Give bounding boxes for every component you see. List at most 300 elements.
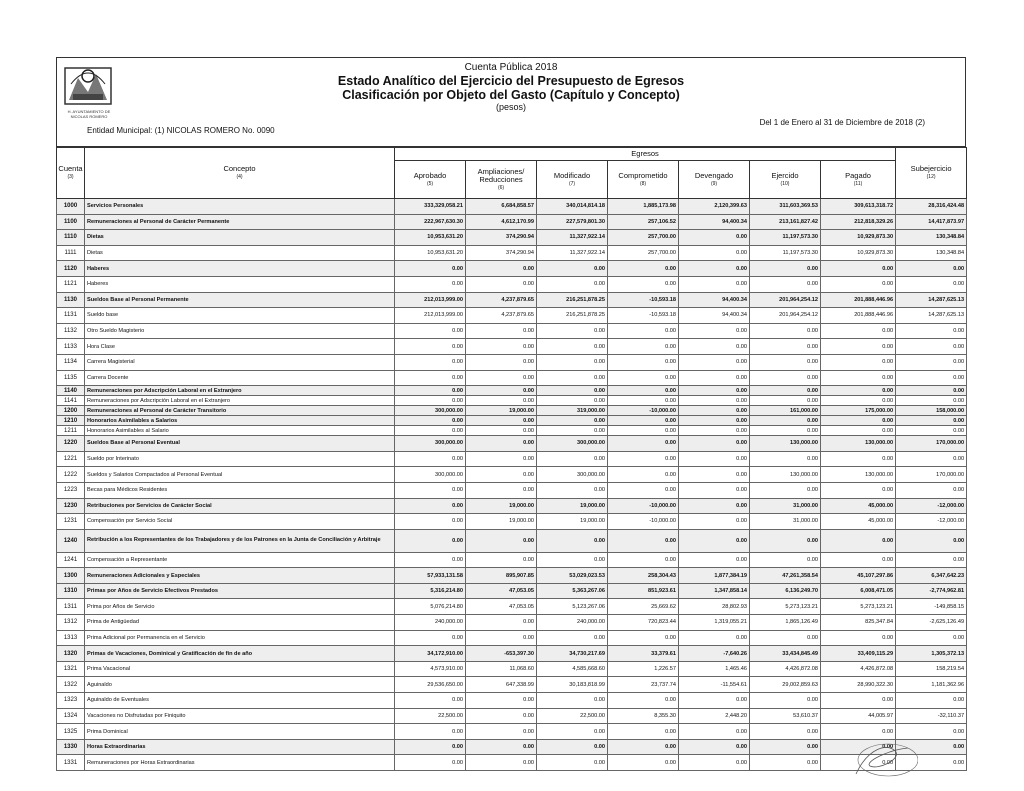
cell-pagado: 5,273,123.21 <box>821 599 896 615</box>
cell-devengado: 0.00 <box>679 339 750 355</box>
cell-ampliaciones: 4,612,170.99 <box>466 214 537 230</box>
cell-pagado: 45,000.00 <box>821 514 896 530</box>
cell-subejercicio: -2,774,962.81 <box>896 583 967 599</box>
cell-ampliaciones: 0.00 <box>466 354 537 370</box>
cell-aprobado: 0.00 <box>395 724 466 740</box>
cell-devengado: 0.00 <box>679 406 750 416</box>
cell-pagado: 0.00 <box>821 261 896 277</box>
cell-devengado: 94,400.34 <box>679 292 750 308</box>
cell-ejercido: 0.00 <box>750 451 821 467</box>
cell-subejercicio: 0.00 <box>896 396 967 406</box>
cell-devengado: 0.00 <box>679 276 750 292</box>
cell-comprometido: 0.00 <box>608 323 679 339</box>
table-row <box>57 739 967 755</box>
cell-ejercido: 53,610.37 <box>750 708 821 724</box>
cell-modificado: 0.00 <box>537 693 608 709</box>
cell-modificado: 0.00 <box>537 426 608 436</box>
cell-pagado: 0.00 <box>821 323 896 339</box>
table-row <box>57 370 967 386</box>
cell-concepto: Sueldos Base al Personal Eventual <box>85 436 395 452</box>
cell-concepto: Prima de Antigüedad <box>85 615 395 631</box>
table-row <box>57 599 967 615</box>
cell-cuenta: 1220 <box>57 436 85 452</box>
cell-aprobado: 212,013,999.00 <box>395 308 466 324</box>
cell-pagado: 130,000.00 <box>821 436 896 452</box>
cell-comprometido: 0.00 <box>608 426 679 436</box>
table-row <box>57 755 967 771</box>
cell-cuenta: 1324 <box>57 708 85 724</box>
cell-modificado: 11,327,922.14 <box>537 245 608 261</box>
cell-ampliaciones: 0.00 <box>466 323 537 339</box>
cell-subejercicio: 0.00 <box>896 451 967 467</box>
cell-subejercicio: 158,000.00 <box>896 406 967 416</box>
cell-ampliaciones: 647,338.99 <box>466 677 537 693</box>
cell-cuenta: 1135 <box>57 370 85 386</box>
cell-ampliaciones: 0.00 <box>466 451 537 467</box>
cell-cuenta: 1121 <box>57 276 85 292</box>
cell-comprometido: 0.00 <box>608 529 679 552</box>
cell-aprobado: 57,933,131.58 <box>395 568 466 584</box>
cell-subejercicio: 130,348.84 <box>896 230 967 246</box>
cell-concepto: Prima Vacacional <box>85 661 395 677</box>
cell-aprobado: 300,000.00 <box>395 436 466 452</box>
cell-modificado: 0.00 <box>537 451 608 467</box>
cell-comprometido: -10,000.00 <box>608 406 679 416</box>
cell-concepto: Dietas <box>85 230 395 246</box>
cell-pagado: 44,005.97 <box>821 708 896 724</box>
cell-ejercido: 0.00 <box>750 261 821 277</box>
cell-ampliaciones: 19,000.00 <box>466 514 537 530</box>
cell-modificado: 5,363,267.06 <box>537 583 608 599</box>
cell-aprobado: 0.00 <box>395 552 466 568</box>
cell-devengado: 0.00 <box>679 370 750 386</box>
cell-comprometido: 0.00 <box>608 467 679 483</box>
cell-devengado: 28,802.93 <box>679 599 750 615</box>
cell-modificado: 0.00 <box>537 552 608 568</box>
cell-subejercicio: 1,305,372.13 <box>896 646 967 662</box>
cell-pagado: 0.00 <box>821 724 896 740</box>
table-row <box>57 386 967 396</box>
table-row <box>57 724 967 740</box>
cell-ejercido: 0.00 <box>750 339 821 355</box>
cell-pagado: 0.00 <box>821 755 896 771</box>
cell-modificado: 4,585,668.60 <box>537 661 608 677</box>
cell-modificado: 22,500.00 <box>537 708 608 724</box>
cell-cuenta: 1132 <box>57 323 85 339</box>
col-aprobado: Aprobado (5) <box>395 161 466 199</box>
cell-pagado: 0.00 <box>821 552 896 568</box>
cell-subejercicio: 0.00 <box>896 552 967 568</box>
cell-pagado: 212,818,329.26 <box>821 214 896 230</box>
cell-comprometido: 0.00 <box>608 416 679 426</box>
table-row <box>57 245 967 261</box>
cell-modificado: 319,000.00 <box>537 406 608 416</box>
cell-ampliaciones: 4,237,879.65 <box>466 292 537 308</box>
cell-comprometido: 0.00 <box>608 276 679 292</box>
cell-modificado: 227,579,801.30 <box>537 214 608 230</box>
cell-aprobado: 0.00 <box>395 630 466 646</box>
cell-comprometido: 0.00 <box>608 552 679 568</box>
table-row <box>57 482 967 498</box>
cell-comprometido: 0.00 <box>608 693 679 709</box>
cell-concepto: Aguinaldo <box>85 677 395 693</box>
cell-ejercido: 201,964,254.12 <box>750 292 821 308</box>
table-row <box>57 406 967 416</box>
col-ejercido: Ejercido (10) <box>750 161 821 199</box>
cell-aprobado: 0.00 <box>395 370 466 386</box>
cell-aprobado: 0.00 <box>395 498 466 514</box>
cell-devengado: 0.00 <box>679 514 750 530</box>
cell-modificado: 0.00 <box>537 370 608 386</box>
cell-comprometido: 1,885,173.98 <box>608 199 679 215</box>
cell-concepto: Otro Sueldo Magisterio <box>85 323 395 339</box>
cell-subejercicio: 170,000.00 <box>896 436 967 452</box>
cell-ampliaciones: 0.00 <box>466 739 537 755</box>
cell-ejercido: 0.00 <box>750 693 821 709</box>
cell-pagado: 0.00 <box>821 339 896 355</box>
cell-cuenta: 1300 <box>57 568 85 584</box>
cell-devengado: 0.00 <box>679 245 750 261</box>
cell-concepto: Remuneraciones al Personal de Carácter Permanente <box>85 214 395 230</box>
cell-ejercido: 6,136,249.70 <box>750 583 821 599</box>
cell-cuenta: 1200 <box>57 406 85 416</box>
cell-modificado: 0.00 <box>537 630 608 646</box>
cell-aprobado: 0.00 <box>395 451 466 467</box>
cell-ejercido: 47,261,358.54 <box>750 568 821 584</box>
cell-comprometido: 257,700.00 <box>608 230 679 246</box>
cell-comprometido: 0.00 <box>608 739 679 755</box>
cell-subejercicio: 14,417,873.97 <box>896 214 967 230</box>
cell-ampliaciones: 47,053.05 <box>466 583 537 599</box>
cell-ejercido: 0.00 <box>750 276 821 292</box>
cell-devengado: 1,465.46 <box>679 661 750 677</box>
cell-ejercido: 0.00 <box>750 739 821 755</box>
cell-aprobado: 0.00 <box>395 261 466 277</box>
cell-ampliaciones: 0.00 <box>466 370 537 386</box>
cell-ampliaciones: 0.00 <box>466 693 537 709</box>
cell-cuenta: 1133 <box>57 339 85 355</box>
cell-concepto: Remuneraciones Adicionales y Especiales <box>85 568 395 584</box>
cell-concepto: Haberes <box>85 261 395 277</box>
cell-cuenta: 1310 <box>57 583 85 599</box>
cell-comprometido: 33,379.61 <box>608 646 679 662</box>
cell-comprometido: 0.00 <box>608 396 679 406</box>
cell-concepto: Becas para Médicos Residentes <box>85 482 395 498</box>
cell-concepto: Dietas <box>85 245 395 261</box>
cell-ampliaciones: 0.00 <box>466 552 537 568</box>
cell-cuenta: 1221 <box>57 451 85 467</box>
cell-modificado: 216,251,878.25 <box>537 292 608 308</box>
cell-devengado: 0.00 <box>679 482 750 498</box>
cell-cuenta: 1211 <box>57 426 85 436</box>
cell-concepto: Servicios Personales <box>85 199 395 215</box>
col-devengado: Devengado (9) <box>679 161 750 199</box>
cell-aprobado: 0.00 <box>395 276 466 292</box>
cell-ampliaciones: -653,397.30 <box>466 646 537 662</box>
cell-modificado: 0.00 <box>537 396 608 406</box>
entidad-municipal: Entidad Municipal: (1) NICOLAS ROMERO No. 0090 <box>87 126 275 135</box>
budget-rows <box>57 199 967 771</box>
col-subejercicio: Subejercicio (12) <box>896 148 967 199</box>
cell-cuenta: 1000 <box>57 199 85 215</box>
cell-pagado: 0.00 <box>821 630 896 646</box>
cell-cuenta: 1130 <box>57 292 85 308</box>
cell-modificado: 0.00 <box>537 416 608 426</box>
cell-subejercicio: 0.00 <box>896 323 967 339</box>
cell-pagado: 201,888,446.96 <box>821 308 896 324</box>
cell-ejercido: 213,161,827.42 <box>750 214 821 230</box>
cell-ejercido: 0.00 <box>750 386 821 396</box>
cell-aprobado: 0.00 <box>395 693 466 709</box>
cell-pagado: 0.00 <box>821 739 896 755</box>
cell-cuenta: 1230 <box>57 498 85 514</box>
cell-subejercicio: 130,348.84 <box>896 245 967 261</box>
cell-subejercicio: -32,110.37 <box>896 708 967 724</box>
cell-concepto: Retribuciones por Servicios de Carácter Social <box>85 498 395 514</box>
cell-subejercicio: 0.00 <box>896 370 967 386</box>
cell-cuenta: 1120 <box>57 261 85 277</box>
cell-pagado: 45,000.00 <box>821 498 896 514</box>
cell-subejercicio: 0.00 <box>896 739 967 755</box>
table-row <box>57 199 967 215</box>
cell-subejercicio: 0.00 <box>896 482 967 498</box>
cell-comprometido: 0.00 <box>608 261 679 277</box>
cell-cuenta: 1110 <box>57 230 85 246</box>
cell-pagado: 6,008,471.05 <box>821 583 896 599</box>
cell-cuenta: 1321 <box>57 661 85 677</box>
cell-devengado: 2,448.20 <box>679 708 750 724</box>
cell-ejercido: 31,000.00 <box>750 514 821 530</box>
cell-ejercido: 0.00 <box>750 370 821 386</box>
cell-ampliaciones: 19,000.00 <box>466 498 537 514</box>
cell-subejercicio: 0.00 <box>896 416 967 426</box>
cell-ejercido: 0.00 <box>750 426 821 436</box>
cell-comprometido: 851,923.61 <box>608 583 679 599</box>
cell-modificado: 0.00 <box>537 386 608 396</box>
cell-cuenta: 1240 <box>57 529 85 552</box>
table-row <box>57 230 967 246</box>
cell-devengado: 0.00 <box>679 724 750 740</box>
cell-pagado: 0.00 <box>821 386 896 396</box>
cell-aprobado: 333,329,058.21 <box>395 199 466 215</box>
cell-devengado: 0.00 <box>679 498 750 514</box>
cell-subejercicio: 0.00 <box>896 755 967 771</box>
cell-concepto: Remuneraciones al Personal de Carácter Transitorio <box>85 406 395 416</box>
cell-subejercicio: -2,625,126.49 <box>896 615 967 631</box>
cell-pagado: 10,929,873.30 <box>821 245 896 261</box>
table-row <box>57 630 967 646</box>
cell-modificado: 240,000.00 <box>537 615 608 631</box>
cell-comprometido: 0.00 <box>608 724 679 740</box>
table-row <box>57 323 967 339</box>
cell-ampliaciones: 6,684,858.57 <box>466 199 537 215</box>
cell-ampliaciones: 0.00 <box>466 396 537 406</box>
cell-cuenta: 1325 <box>57 724 85 740</box>
cell-ampliaciones: 0.00 <box>466 339 537 355</box>
cell-pagado: 201,888,446.96 <box>821 292 896 308</box>
cell-subejercicio: 14,287,625.13 <box>896 292 967 308</box>
cell-pagado: 0.00 <box>821 370 896 386</box>
cell-modificado: 340,014,814.18 <box>537 199 608 215</box>
cell-pagado: 130,000.00 <box>821 467 896 483</box>
cell-aprobado: 0.00 <box>395 739 466 755</box>
cell-modificado: 0.00 <box>537 354 608 370</box>
report-title-year: Cuenta Pública 2018 <box>464 62 558 73</box>
cell-ampliaciones: 0.00 <box>466 615 537 631</box>
cell-ampliaciones: 0.00 <box>466 529 537 552</box>
cell-aprobado: 0.00 <box>395 396 466 406</box>
cell-comprometido: -10,593.18 <box>608 292 679 308</box>
cell-cuenta: 1111 <box>57 245 85 261</box>
signature <box>848 738 918 782</box>
table-row <box>57 214 967 230</box>
cell-modificado: 216,251,878.25 <box>537 308 608 324</box>
cell-subejercicio: 1,181,362.96 <box>896 677 967 693</box>
cell-ejercido: 33,434,845.49 <box>750 646 821 662</box>
table-row <box>57 646 967 662</box>
cell-aprobado: 0.00 <box>395 416 466 426</box>
cell-modificado: 0.00 <box>537 276 608 292</box>
cell-modificado: 0.00 <box>537 724 608 740</box>
cell-pagado: 10,929,873.30 <box>821 230 896 246</box>
cell-pagado: 0.00 <box>821 354 896 370</box>
cell-devengado: 2,120,399.63 <box>679 199 750 215</box>
report-period: Del 1 de Enero al 31 de Diciembre de 2018 (2) <box>759 118 925 127</box>
cell-devengado: 0.00 <box>679 693 750 709</box>
cell-comprometido: 0.00 <box>608 354 679 370</box>
cell-cuenta: 1100 <box>57 214 85 230</box>
cell-ampliaciones: 0.00 <box>466 386 537 396</box>
cell-ejercido: 31,000.00 <box>750 498 821 514</box>
table-row <box>57 451 967 467</box>
cell-devengado: 0.00 <box>679 323 750 339</box>
cell-ejercido: 0.00 <box>750 323 821 339</box>
table-row <box>57 467 967 483</box>
cell-comprometido: 258,304.43 <box>608 568 679 584</box>
cell-ejercido: 0.00 <box>750 630 821 646</box>
cell-cuenta: 1140 <box>57 386 85 396</box>
cell-pagado: 0.00 <box>821 529 896 552</box>
cell-pagado: 175,000.00 <box>821 406 896 416</box>
cell-concepto: Prima Adicional por Permanencia en el Servicio <box>85 630 395 646</box>
cell-modificado: 5,123,267.06 <box>537 599 608 615</box>
cell-ampliaciones: 0.00 <box>466 755 537 771</box>
cell-comprometido: 0.00 <box>608 339 679 355</box>
col-comprometido: Comprometido (8) <box>608 161 679 199</box>
cell-devengado: 94,400.34 <box>679 308 750 324</box>
cell-aprobado: 300,000.00 <box>395 406 466 416</box>
cell-modificado: 0.00 <box>537 529 608 552</box>
cell-cuenta: 1223 <box>57 482 85 498</box>
cell-cuenta: 1312 <box>57 615 85 631</box>
cell-comprometido: 720,823.44 <box>608 615 679 631</box>
cell-pagado: 0.00 <box>821 451 896 467</box>
cell-cuenta: 1134 <box>57 354 85 370</box>
cell-cuenta: 1313 <box>57 630 85 646</box>
cell-cuenta: 1331 <box>57 755 85 771</box>
cell-comprometido: 0.00 <box>608 630 679 646</box>
cell-ampliaciones: 0.00 <box>466 426 537 436</box>
cell-cuenta: 1323 <box>57 693 85 709</box>
cell-concepto: Hora Clase <box>85 339 395 355</box>
cell-devengado: 0.00 <box>679 386 750 396</box>
cell-comprometido: 0.00 <box>608 436 679 452</box>
cell-comprometido: 0.00 <box>608 451 679 467</box>
table-row <box>57 276 967 292</box>
cell-modificado: 11,327,922.14 <box>537 230 608 246</box>
cell-pagado: 0.00 <box>821 482 896 498</box>
cell-ampliaciones: 0.00 <box>466 630 537 646</box>
col-modificado: Modificado (7) <box>537 161 608 199</box>
cell-modificado: 0.00 <box>537 339 608 355</box>
cell-subejercicio: -12,000.00 <box>896 498 967 514</box>
table-row <box>57 498 967 514</box>
cell-ejercido: 0.00 <box>750 482 821 498</box>
budget-table <box>56 147 967 771</box>
col-egresos: Egresos <box>395 148 896 161</box>
cell-subejercicio: 170,000.00 <box>896 467 967 483</box>
table-row <box>57 416 967 426</box>
cell-ejercido: 1,865,126.49 <box>750 615 821 631</box>
cell-cuenta: 1330 <box>57 739 85 755</box>
cell-ampliaciones: 11,068.60 <box>466 661 537 677</box>
cell-pagado: 0.00 <box>821 693 896 709</box>
cell-ampliaciones: 0.00 <box>466 708 537 724</box>
cell-concepto: Sueldos y Salarios Compactados al Personal Eventual <box>85 467 395 483</box>
cell-comprometido: 0.00 <box>608 370 679 386</box>
cell-comprometido: -10,000.00 <box>608 498 679 514</box>
cell-pagado: 0.00 <box>821 396 896 406</box>
cell-aprobado: 0.00 <box>395 482 466 498</box>
cell-ejercido: 0.00 <box>750 552 821 568</box>
cell-ampliaciones: 47,053.05 <box>466 599 537 615</box>
table-row <box>57 261 967 277</box>
cell-ejercido: 0.00 <box>750 354 821 370</box>
cell-comprometido: 8,355.30 <box>608 708 679 724</box>
cell-devengado: 94,400.34 <box>679 214 750 230</box>
cell-concepto: Sueldo por Interinato <box>85 451 395 467</box>
cell-devengado: -7,640.26 <box>679 646 750 662</box>
cell-aprobado: 0.00 <box>395 529 466 552</box>
cell-comprometido: 1,226.57 <box>608 661 679 677</box>
table-row <box>57 292 967 308</box>
cell-aprobado: 212,013,999.00 <box>395 292 466 308</box>
cell-pagado: 0.00 <box>821 276 896 292</box>
cell-concepto: Haberes <box>85 276 395 292</box>
cell-devengado: 1,347,858.14 <box>679 583 750 599</box>
cell-comprometido: 0.00 <box>608 755 679 771</box>
cell-modificado: 0.00 <box>537 739 608 755</box>
cell-pagado: 33,409,115.29 <box>821 646 896 662</box>
cell-ejercido: 0.00 <box>750 755 821 771</box>
cell-comprometido: -10,593.18 <box>608 308 679 324</box>
cell-concepto: Prima por Años de Servicio <box>85 599 395 615</box>
table-row <box>57 426 967 436</box>
table-row <box>57 693 967 709</box>
cell-ejercido: 0.00 <box>750 416 821 426</box>
cell-cuenta: 1322 <box>57 677 85 693</box>
cell-comprometido: 257,106.52 <box>608 214 679 230</box>
cell-cuenta: 1241 <box>57 552 85 568</box>
cell-comprometido: 25,669.62 <box>608 599 679 615</box>
cell-concepto: Vacaciones no Disfrutadas por Finiquito <box>85 708 395 724</box>
table-row <box>57 529 967 552</box>
cell-devengado: 0.00 <box>679 552 750 568</box>
cell-concepto: Honorarios Asimilables a Salarios <box>85 416 395 426</box>
cell-ejercido: 130,000.00 <box>750 436 821 452</box>
cell-pagado: 4,426,872.08 <box>821 661 896 677</box>
cell-cuenta: 1131 <box>57 308 85 324</box>
